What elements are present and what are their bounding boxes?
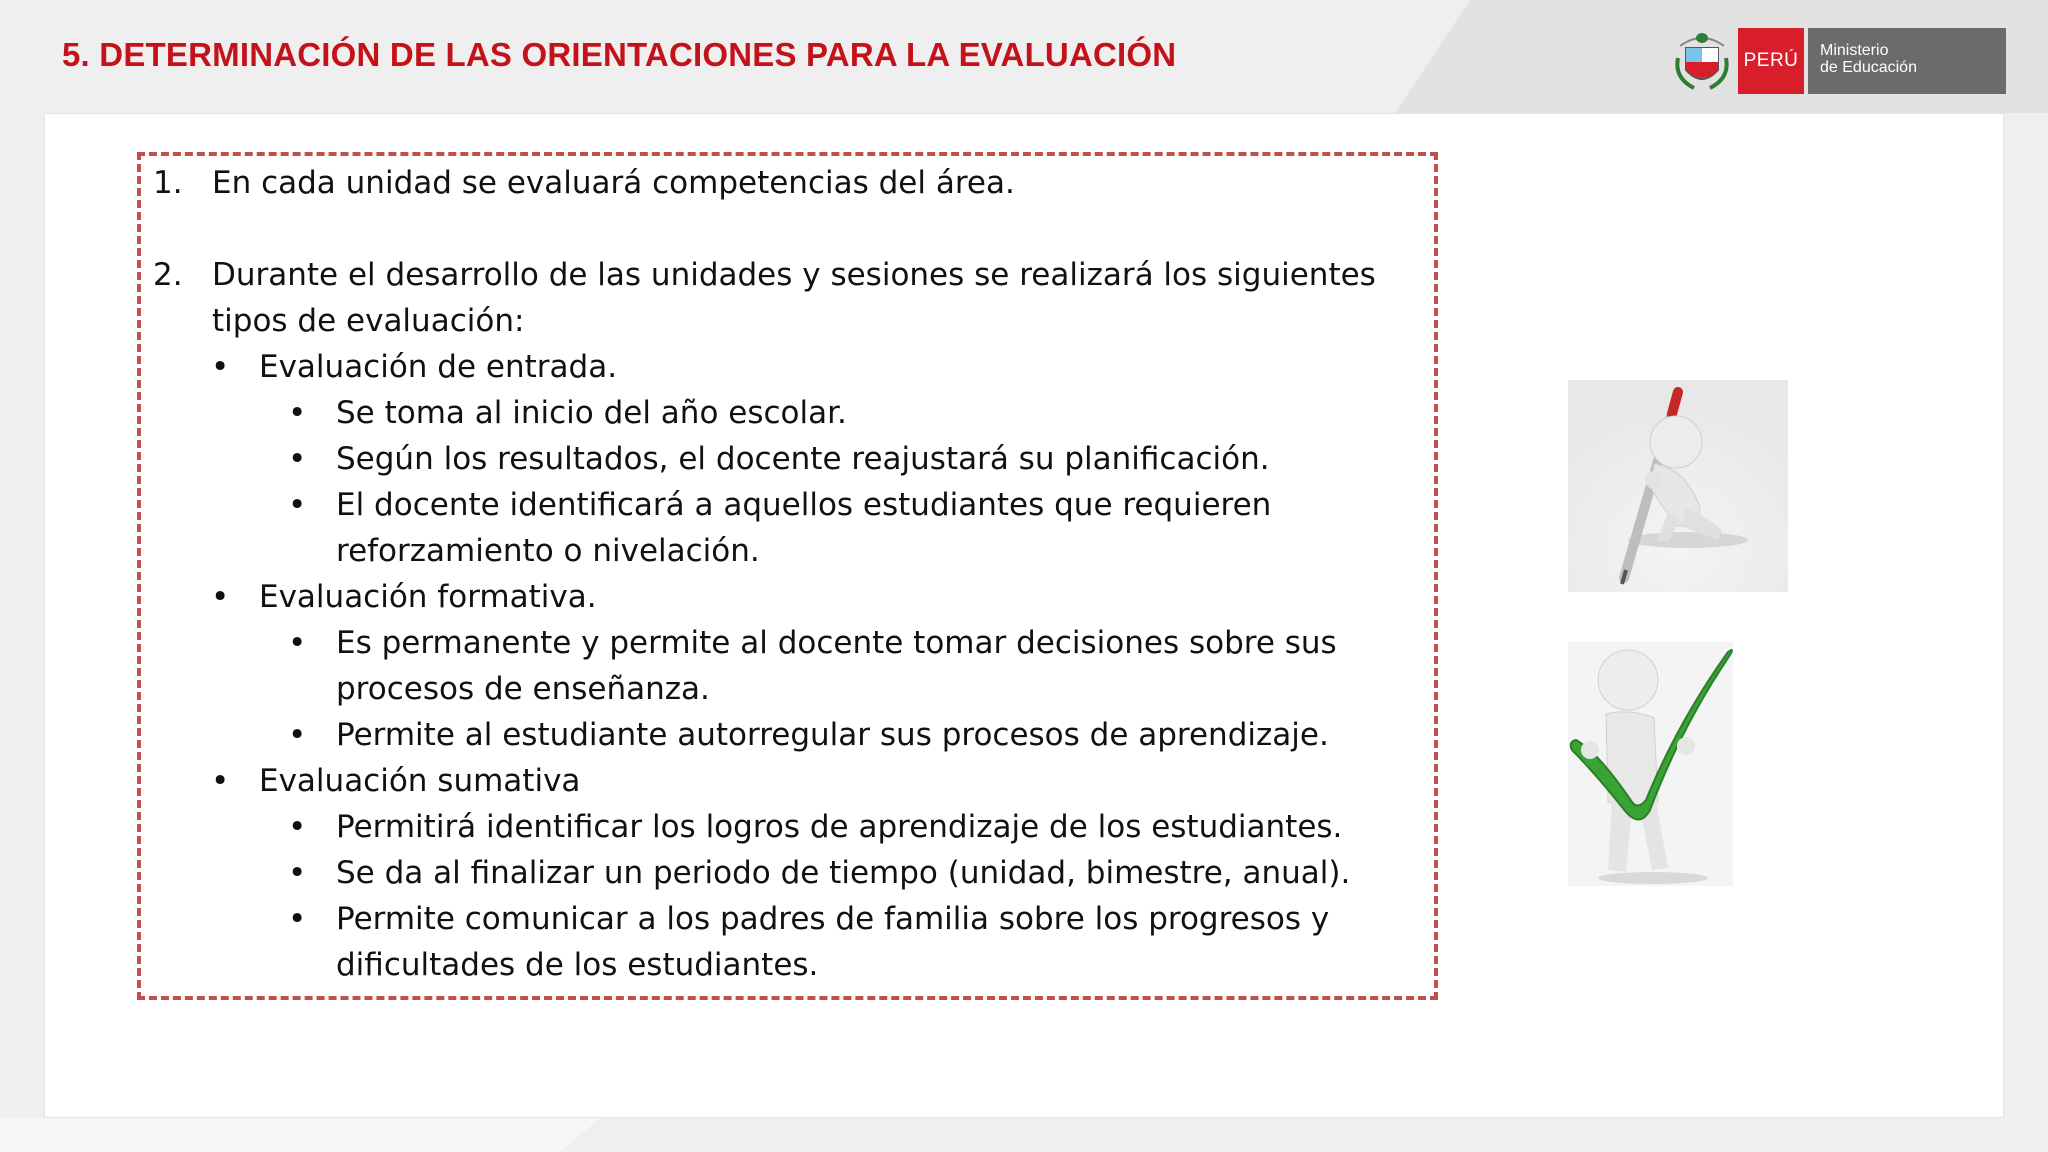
page-title: 5. DETERMINACIÓN DE LAS ORIENTACIONES PARA LA EVALUACIÓN: [62, 36, 1177, 73]
list-item: [153, 620, 1423, 712]
eval-type-label: Evaluación formativa.: [259, 579, 597, 615]
item-text-line: tipos de evaluación:: [212, 303, 525, 339]
numbered-item-1: [153, 160, 1423, 206]
item-number: 1.: [153, 165, 183, 201]
list-item: [153, 436, 1423, 482]
item-text-line: Durante el desarrollo de las unidades y sesiones se realizará los siguientes: [212, 257, 1376, 293]
numbered-item-2: [153, 252, 1423, 344]
bullet: •: [288, 441, 307, 477]
list-item-text: Según los resultados, el docente reajustará su planificación.: [336, 441, 1270, 477]
bullet: •: [288, 395, 307, 431]
bullet: •: [288, 717, 307, 753]
list-item: [153, 712, 1423, 758]
bullet: •: [211, 763, 230, 799]
coat-of-arms-icon: [1672, 28, 1732, 94]
list-item: [153, 850, 1423, 896]
bullet: •: [288, 809, 307, 845]
eval-type-sumativa: [153, 758, 1423, 804]
list-item-text: Permitirá identificar los logros de aprendizaje de los estudiantes.: [336, 809, 1343, 845]
list-item-text: Permite comunicar a los padres de familia sobre los progresos y: [336, 901, 1330, 937]
bullet: •: [288, 901, 307, 937]
bullet: •: [288, 487, 307, 523]
figure-with-checkmark-icon: [1568, 642, 1733, 886]
list-item-text: reforzamiento o nivelación.: [336, 533, 760, 569]
list-item: [153, 390, 1423, 436]
list-item-text: procesos de enseñanza.: [336, 671, 710, 707]
list-item: [153, 482, 1423, 574]
bullet: •: [211, 579, 230, 615]
list-item: [153, 804, 1423, 850]
bullet: •: [211, 349, 230, 385]
ministry-line-1: Ministerio: [1820, 42, 1889, 59]
item-text: En cada unidad se evaluará competencias del área.: [212, 165, 1015, 201]
evaluation-guidelines: [153, 160, 1423, 988]
ministry-label: [1808, 28, 2006, 94]
list-item-text: Se da al finalizar un periodo de tiempo (unidad, bimestre, anual).: [336, 855, 1351, 891]
bullet: •: [288, 625, 307, 661]
eval-type-label: Evaluación de entrada.: [259, 349, 618, 385]
peru-label: PERÚ: [1738, 28, 1804, 94]
eval-type-entrada: [153, 344, 1423, 390]
eval-type-label: Evaluación sumativa: [259, 763, 581, 799]
list-item-text: dificultades de los estudiantes.: [336, 947, 819, 983]
list-item-text: Se toma al inicio del año escolar.: [336, 395, 847, 431]
item-number: 2.: [153, 257, 183, 293]
list-item-text: Permite al estudiante autorregular sus procesos de aprendizaje.: [336, 717, 1329, 753]
list-item-text: Es permanente y permite al docente tomar decisiones sobre sus: [336, 625, 1337, 661]
eval-type-formativa: [153, 574, 1423, 620]
ministry-line-2: de Educación: [1820, 59, 1917, 76]
figure-with-pencil-icon: [1568, 380, 1788, 592]
bullet: •: [288, 855, 307, 891]
list-item: [153, 896, 1423, 988]
minedu-logo: [1672, 28, 2006, 94]
list-item-text: El docente identificará a aquellos estudiantes que requieren: [336, 487, 1272, 523]
